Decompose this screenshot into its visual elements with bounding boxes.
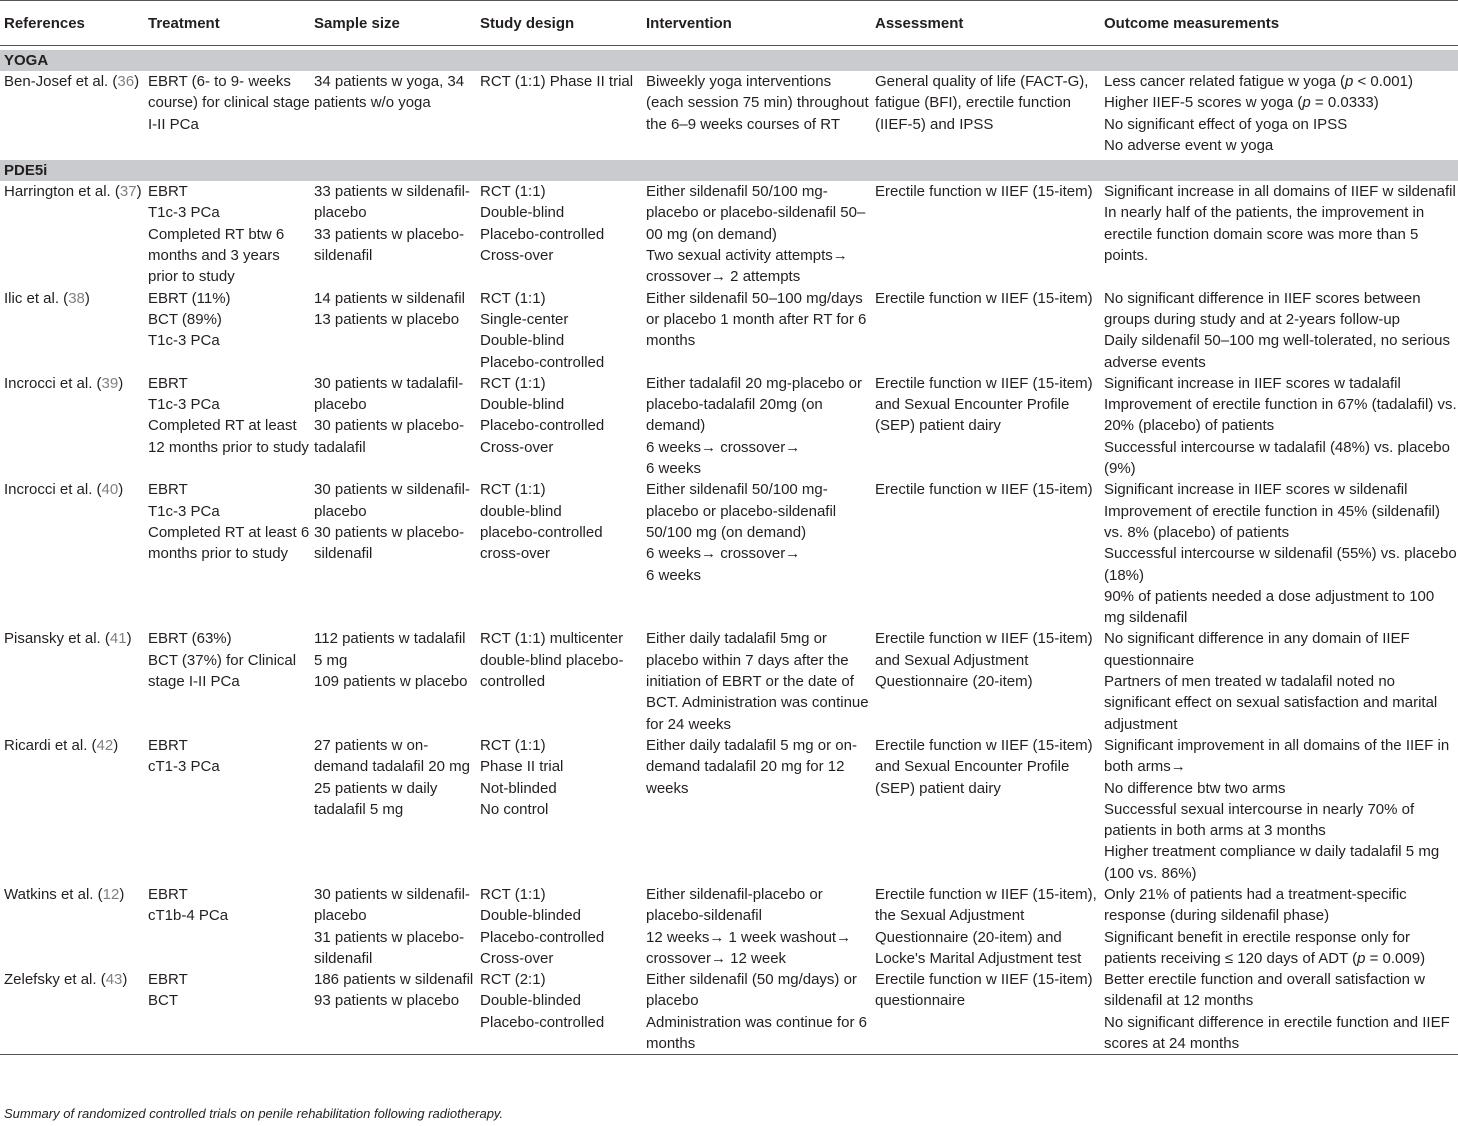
treatment-line: EBRT bbox=[148, 885, 188, 903]
sample-line: 13 patients w placebo bbox=[314, 310, 460, 328]
outcome-line: Daily sildenafil 50–100 mg well-tolerated, no serious adverse events bbox=[1104, 332, 1451, 371]
design-line: RCT (1:1) Phase II trial bbox=[480, 73, 634, 90]
study-design-cell bbox=[476, 71, 642, 156]
treatment-cell bbox=[144, 71, 310, 156]
outcome-line: Improvement of erectile function in 67% (tadalafil) vs. 20% (placebo) of patients bbox=[1104, 396, 1457, 435]
intervention-line: 6 weeks→ crossover→ bbox=[646, 545, 801, 563]
table-row bbox=[0, 884, 1458, 969]
citation-link[interactable]: 37 bbox=[119, 183, 137, 201]
outcome-cell bbox=[1100, 181, 1458, 287]
intervention-cell bbox=[642, 969, 871, 1055]
assessment-cell bbox=[871, 735, 1100, 884]
section-title: PDE5i bbox=[0, 160, 1458, 181]
table-row bbox=[0, 735, 1458, 884]
design-line: RCT (1:1) bbox=[480, 183, 546, 201]
treatment-cell bbox=[144, 181, 310, 287]
citation-link[interactable]: 41 bbox=[109, 630, 127, 648]
design-line: Double-blind bbox=[480, 332, 565, 350]
treatment-line: EBRT (63%) bbox=[148, 630, 232, 648]
design-line: Placebo-controlled bbox=[480, 225, 605, 243]
treatment-line: EBRT (6- to 9- weeks course) for clinical stage I-II PCa bbox=[148, 73, 310, 133]
sample-line: 30 patients w placebo-sildenafil bbox=[314, 523, 465, 563]
reference-cell bbox=[0, 373, 144, 479]
intervention-cell bbox=[642, 735, 871, 884]
treatment-line: EBRT bbox=[148, 971, 188, 989]
assessment-line: Erectile function w IIEF (15-item) and Sexual Encounter Profile (SEP) patient dairy bbox=[875, 374, 1093, 435]
intervention-line: 6 weeks bbox=[646, 566, 702, 584]
assessment-cell bbox=[871, 628, 1100, 734]
treatment-cell bbox=[144, 735, 310, 884]
treatment-line: cT1-3 PCa bbox=[148, 758, 220, 776]
reference-cell bbox=[0, 71, 144, 156]
outcome-line: Significant increase in all domains of IIEF w sildenafil bbox=[1104, 183, 1456, 201]
outcome-line: No significant effect of yoga on IPSS bbox=[1104, 115, 1348, 133]
citation-link[interactable]: 36 bbox=[117, 73, 135, 90]
outcome-line: Higher treatment compliance w daily tadalafil 5 mg (100 vs. 86%) bbox=[1104, 843, 1440, 882]
intervention-line: Either sildenafil 50/100 mg-placebo or placebo-sildenafil 50/100 mg (on demand) bbox=[646, 481, 837, 541]
treatment-line: EBRT bbox=[148, 374, 188, 392]
reference-paren: ) bbox=[134, 73, 140, 90]
sample-line: 30 patients w tadalafil-placebo bbox=[314, 374, 464, 414]
treatment-line: BCT (37%) for Clinical stage I-II PCa bbox=[148, 651, 297, 691]
header-intervention: Intervention bbox=[642, 1, 871, 46]
design-line: Double-blinded bbox=[480, 907, 581, 925]
reference-cell bbox=[0, 735, 144, 884]
table-row bbox=[0, 969, 1458, 1055]
table-row bbox=[0, 373, 1458, 479]
design-line: Placebo-controlled bbox=[480, 928, 605, 946]
assessment-cell bbox=[871, 71, 1100, 156]
header-outcome-measurements: Outcome measurements bbox=[1100, 1, 1458, 46]
outcome-line: Less cancer related fatigue w yoga (p < 0.001) bbox=[1104, 73, 1413, 90]
design-line: RCT (1:1) multicenter double-blind placebo-controlled bbox=[480, 630, 624, 691]
study-design-cell bbox=[476, 373, 642, 479]
reference-name: Ben-Josef et al. ( bbox=[4, 73, 118, 90]
outcome-cell bbox=[1100, 735, 1458, 884]
sample-size-cell bbox=[310, 181, 476, 287]
sample-line: 14 patients w sildenafil bbox=[314, 289, 465, 307]
reference-name: Watkins et al. ( bbox=[4, 885, 103, 903]
intervention-cell bbox=[642, 288, 871, 373]
outcome-line: Significant benefit in erectile response only for patients receiving ≤ 120 days of ADT (p = 0.009) bbox=[1104, 928, 1426, 967]
treatment-line: EBRT bbox=[148, 481, 188, 499]
design-line: double-blind bbox=[480, 502, 562, 520]
treatment-cell bbox=[144, 288, 310, 373]
outcome-cell bbox=[1100, 479, 1458, 628]
study-design-cell bbox=[476, 884, 642, 969]
study-design-cell bbox=[476, 735, 642, 884]
outcome-line: No significant difference in any domain of IIEF questionnaire bbox=[1104, 630, 1410, 669]
assessment-line: Erectile function w IIEF (15-item) and Sexual Adjustment Questionnaire (20-item) bbox=[875, 630, 1093, 691]
assessment-cell bbox=[871, 969, 1100, 1055]
assessment-line: Erectile function w IIEF (15-item) questionnaire bbox=[875, 971, 1093, 1010]
outcome-line: 90% of patients needed a dose adjustment to 100 mg sildenafil bbox=[1104, 587, 1435, 627]
intervention-line: Either daily tadalafil 5 mg or on-demand tadalafil 20 mg for 12 weeks bbox=[646, 736, 857, 797]
outcome-line: Only 21% of patients had a treatment-specific response (during sildenafil phase) bbox=[1104, 885, 1407, 925]
study-design-cell bbox=[476, 288, 642, 373]
outcome-cell bbox=[1100, 288, 1458, 373]
sample-line: 109 patients w placebo bbox=[314, 673, 468, 691]
intervention-line: Either sildenafil (50 mg/days) or placebo bbox=[646, 971, 857, 1010]
design-line: Phase II trial bbox=[480, 758, 564, 776]
sample-size-cell bbox=[310, 735, 476, 884]
intervention-cell bbox=[642, 181, 871, 287]
outcome-cell bbox=[1100, 628, 1458, 734]
outcome-line: Successful sexual intercourse in nearly 70% of patients in both arms at 3 months bbox=[1104, 800, 1415, 840]
intervention-line: Either tadalafil 20 mg-placebo or placebo-tadalafil 20mg (on demand) bbox=[646, 374, 862, 435]
header-row bbox=[0, 1, 1458, 46]
sample-size-cell bbox=[310, 479, 476, 628]
sample-line: 30 patients w sildenafil-placebo bbox=[314, 885, 470, 925]
section-header-row bbox=[0, 160, 1458, 181]
table-body bbox=[0, 46, 1458, 1055]
intervention-line: 6 weeks bbox=[646, 460, 702, 478]
assessment-cell bbox=[871, 479, 1100, 628]
outcome-line: No significant difference in IIEF scores between groups during study and at 2-years follow-up bbox=[1104, 289, 1421, 328]
outcome-line: Significant increase in IIEF scores w tadalafil bbox=[1104, 374, 1401, 392]
outcome-line: Significant increase in IIEF scores w sildenafil bbox=[1104, 481, 1408, 499]
citation-link[interactable]: 39 bbox=[101, 374, 119, 392]
assessment-line: Erectile function w IIEF (15-item) bbox=[875, 481, 1093, 499]
outcome-line: Successful intercourse w tadalafil (48%) vs. placebo (9%) bbox=[1104, 438, 1450, 478]
table-row bbox=[0, 71, 1458, 156]
design-line: RCT (2:1) bbox=[480, 971, 546, 989]
section-header-row bbox=[0, 50, 1458, 71]
study-design-cell bbox=[476, 969, 642, 1055]
design-line: Double-blind bbox=[480, 396, 565, 414]
intervention-line: Either daily tadalafil 5mg or placebo within 7 days after the initiation of EBRT or the date of BCT. Administration was continue for 24 weeks bbox=[646, 630, 869, 733]
treatment-line: T1c-3 PCa bbox=[148, 396, 220, 414]
design-line: RCT (1:1) bbox=[480, 885, 546, 903]
design-line: Single-center bbox=[480, 310, 569, 328]
assessment-line: Erectile function w IIEF (15-item) bbox=[875, 289, 1093, 307]
sample-line: 31 patients w placebo-sildenafil bbox=[314, 928, 465, 967]
assessment-cell bbox=[871, 288, 1100, 373]
sample-line: 33 patients w placebo-sildenafil bbox=[314, 225, 465, 265]
table-row bbox=[0, 628, 1458, 734]
study-design-cell bbox=[476, 628, 642, 734]
design-line: Double-blinded bbox=[480, 992, 581, 1010]
reference-name: Ilic et al. ( bbox=[4, 289, 69, 307]
sample-line: 93 patients w placebo bbox=[314, 992, 460, 1010]
reference-paren: ) bbox=[84, 289, 90, 307]
outcome-line: Partners of men treated w tadalafil noted no significant effect on sexual satisfaction and marital adjustment bbox=[1104, 673, 1438, 733]
reference-cell bbox=[0, 628, 144, 734]
table-caption: Summary of randomized controlled trials on penile rehabilitation following radiotherapy. bbox=[4, 1106, 504, 1121]
outcome-cell bbox=[1100, 969, 1458, 1055]
sample-size-cell bbox=[310, 628, 476, 734]
sample-line: 34 patients w yoga, 34 patients w/o yoga bbox=[314, 73, 465, 112]
intervention-line: Biweekly yoga interventions (each session 75 min) throughout the 6–9 weeks courses of RT bbox=[646, 73, 869, 133]
reference-name: Incrocci et al. ( bbox=[4, 481, 102, 499]
intervention-cell bbox=[642, 479, 871, 628]
design-line: No control bbox=[480, 800, 549, 818]
treatment-line: EBRT bbox=[148, 736, 188, 754]
intervention-cell bbox=[642, 628, 871, 734]
intervention-line: 12 weeks→ 1 week washout→ crossover→ 12 week bbox=[646, 928, 852, 967]
treatment-line: cT1b-4 PCa bbox=[148, 907, 229, 925]
citation-link[interactable]: 40 bbox=[101, 481, 119, 499]
reference-name: Harrington et al. ( bbox=[4, 183, 120, 201]
design-line: Cross-over bbox=[480, 949, 554, 967]
assessment-line: Erectile function w IIEF (15-item) and Sexual Encounter Profile (SEP) patient dairy bbox=[875, 736, 1093, 797]
intervention-cell bbox=[642, 373, 871, 479]
sample-line: 25 patients w daily tadalafil 5 mg bbox=[314, 779, 438, 818]
treatment-line: BCT (89%) bbox=[148, 310, 222, 328]
design-line: placebo-controlled bbox=[480, 523, 603, 541]
reference-name: Pisansky et al. ( bbox=[4, 630, 110, 648]
design-line: Placebo-controlled bbox=[480, 417, 605, 435]
treatment-line: T1c-3 PCa bbox=[148, 204, 220, 222]
intervention-line: Administration was continue for 6 months bbox=[646, 1013, 867, 1053]
reference-name: Incrocci et al. ( bbox=[4, 374, 102, 392]
assessment-line: Erectile function w IIEF (15-item) bbox=[875, 183, 1093, 201]
header-assessment: Assessment bbox=[871, 1, 1100, 46]
assessment-cell bbox=[871, 181, 1100, 287]
reference-paren: ) bbox=[126, 630, 132, 648]
design-line: cross-over bbox=[480, 545, 551, 563]
reference-cell bbox=[0, 884, 144, 969]
citation-link[interactable]: 12 bbox=[102, 885, 120, 903]
sample-line: 112 patients w tadalafil 5 mg bbox=[314, 630, 466, 669]
sample-size-cell bbox=[310, 288, 476, 373]
intervention-line: Either sildenafil-placebo or placebo-sildenafil bbox=[646, 885, 823, 925]
design-line: Cross-over bbox=[480, 438, 554, 456]
assessment-cell bbox=[871, 884, 1100, 969]
reference-cell bbox=[0, 479, 144, 628]
reference-paren: ) bbox=[113, 736, 119, 754]
intervention-line: Either sildenafil 50/100 mg-placebo or placebo-sildenafil 50–00 mg (on demand) bbox=[646, 183, 866, 243]
treatment-line: Completed RT btw 6 months and 3 years prior to study bbox=[148, 225, 285, 286]
design-line: Double-blind bbox=[480, 204, 565, 222]
treatment-cell bbox=[144, 479, 310, 628]
table-row bbox=[0, 181, 1458, 287]
citation-link[interactable]: 38 bbox=[68, 289, 85, 307]
design-line: Placebo-controlled bbox=[480, 353, 605, 371]
study-design-cell bbox=[476, 181, 642, 287]
reference-paren: ) bbox=[118, 374, 124, 392]
header-study-design: Study design bbox=[476, 1, 642, 46]
reference-paren: ) bbox=[118, 481, 124, 499]
outcome-line: Higher IIEF-5 scores w yoga (p = 0.0333) bbox=[1104, 94, 1379, 112]
sample-size-cell bbox=[310, 884, 476, 969]
assessment-cell bbox=[871, 373, 1100, 479]
design-line: RCT (1:1) bbox=[480, 481, 546, 499]
section-title: YOGA bbox=[0, 50, 1458, 71]
outcome-cell bbox=[1100, 373, 1458, 479]
header-references: References bbox=[0, 1, 144, 46]
sample-line: 186 patients w sildenafil bbox=[314, 971, 474, 989]
citation-link[interactable]: 43 bbox=[105, 971, 123, 989]
sample-line: 30 patients w placebo-tadalafil bbox=[314, 417, 465, 456]
table-row bbox=[0, 479, 1458, 628]
reference-paren: ) bbox=[119, 885, 125, 903]
design-line: RCT (1:1) bbox=[480, 374, 546, 392]
outcome-line: Significant improvement in all domains of the IIEF in both arms→ bbox=[1104, 736, 1450, 776]
assessment-line: Erectile function w IIEF (15-item), the Sexual Adjustment Questionnaire (20-item) and Locke's Marital Adjustment test bbox=[875, 885, 1097, 967]
sample-line: 30 patients w sildenafil-placebo bbox=[314, 481, 470, 520]
intervention-line: Either sildenafil 50–100 mg/days or placebo 1 month after RT for 6 months bbox=[646, 289, 867, 350]
outcome-line: In nearly half of the patients, the improvement in erectile function domain score was more than 5 points. bbox=[1104, 204, 1425, 265]
treatment-cell bbox=[144, 373, 310, 479]
intervention-line: 6 weeks→ crossover→ bbox=[646, 438, 801, 456]
sample-size-cell bbox=[310, 969, 476, 1055]
reference-name: Zelefsky et al. ( bbox=[4, 971, 106, 989]
treatment-line: T1c-3 PCa bbox=[148, 332, 220, 350]
outcome-line: No adverse event w yoga bbox=[1104, 136, 1274, 154]
treatment-line: T1c-3 PCa bbox=[148, 502, 220, 520]
table-row bbox=[0, 288, 1458, 373]
study-design-cell bbox=[476, 479, 642, 628]
outcome-cell bbox=[1100, 71, 1458, 156]
assessment-line: General quality of life (FACT-G), fatigue (BFI), erectile function (IIEF-5) and IPSS bbox=[875, 73, 1089, 133]
reference-cell bbox=[0, 181, 144, 287]
outcome-line: No significant difference in erectile function and IIEF scores at 24 months bbox=[1104, 1013, 1450, 1053]
design-line: RCT (1:1) bbox=[480, 289, 546, 307]
sample-line: 27 patients w on-demand tadalafil 20 mg bbox=[314, 736, 470, 776]
design-line: Cross-over bbox=[480, 247, 554, 265]
intervention-cell bbox=[642, 71, 871, 156]
reference-name: Ricardi et al. ( bbox=[4, 736, 97, 754]
sample-line: 33 patients w sildenafil-placebo bbox=[314, 183, 470, 222]
outcome-line: Improvement of erectile function in 45% (sildenafil) vs. 8% (placebo) of patients bbox=[1104, 502, 1440, 541]
design-line: RCT (1:1) bbox=[480, 736, 546, 754]
treatment-line: EBRT (11%) bbox=[148, 289, 231, 307]
design-line: Placebo-controlled bbox=[480, 1013, 605, 1031]
treatment-cell bbox=[144, 628, 310, 734]
intervention-line: Two sexual activity attempts→ crossover→ 2 attempts bbox=[646, 247, 848, 286]
design-line: Not-blinded bbox=[480, 779, 557, 797]
treatment-cell bbox=[144, 884, 310, 969]
header-treatment: Treatment bbox=[144, 1, 310, 46]
treatment-line: Completed RT at least 12 months prior to study bbox=[148, 417, 309, 456]
reference-cell bbox=[0, 969, 144, 1055]
outcome-cell bbox=[1100, 884, 1458, 969]
reference-paren: ) bbox=[136, 183, 142, 201]
header-sample-size: Sample size bbox=[310, 1, 476, 46]
treatment-line: BCT bbox=[148, 992, 178, 1010]
treatment-cell bbox=[144, 969, 310, 1055]
treatment-line: EBRT bbox=[148, 183, 188, 201]
outcome-line: Better erectile function and overall satisfaction w sildenafil at 12 months bbox=[1104, 971, 1425, 1010]
treatment-line: Completed RT at least 6 months prior to study bbox=[148, 523, 310, 563]
sample-size-cell bbox=[310, 71, 476, 156]
outcome-line: No difference btw two arms bbox=[1104, 779, 1286, 797]
reference-paren: ) bbox=[122, 971, 128, 989]
sample-size-cell bbox=[310, 373, 476, 479]
outcome-line: Successful intercourse w sildenafil (55%) vs. placebo (18%) bbox=[1104, 545, 1457, 584]
citation-link[interactable]: 42 bbox=[96, 736, 114, 754]
reference-cell bbox=[0, 288, 144, 373]
intervention-cell bbox=[642, 884, 871, 969]
